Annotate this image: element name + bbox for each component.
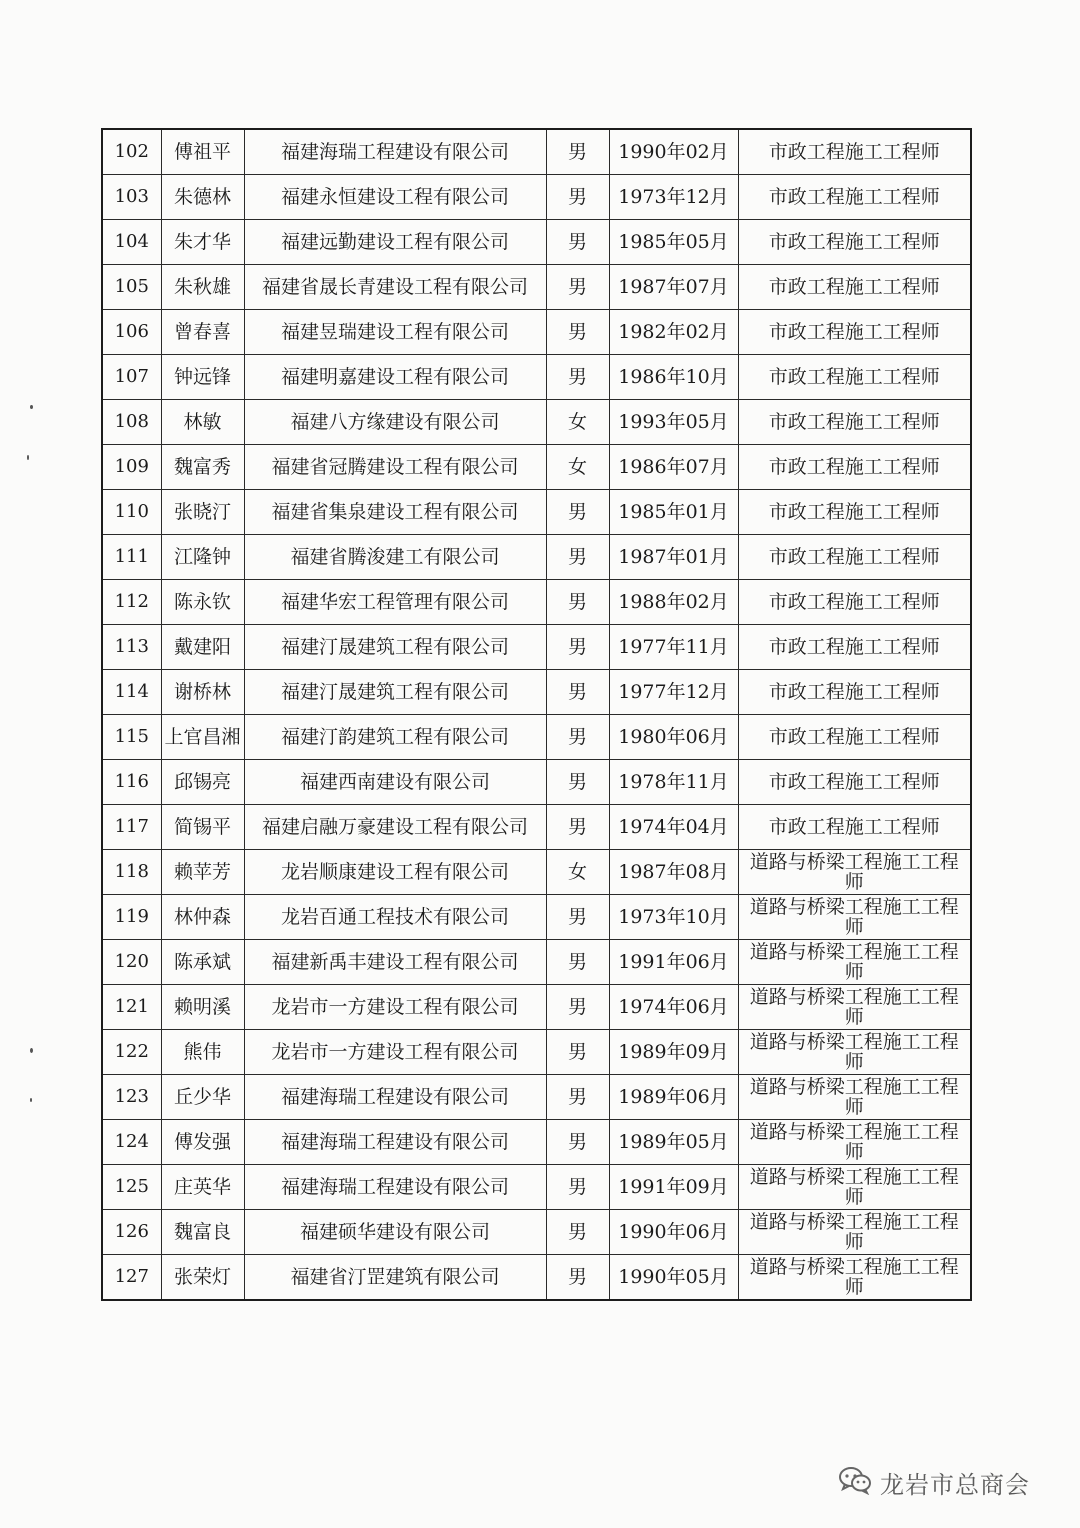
person-name: 邱锡亮 — [161, 760, 244, 805]
birth-date: 1973年12月 — [609, 175, 738, 220]
person-name: 庄英华 — [161, 1165, 244, 1210]
job-title: 市政工程施工工程师 — [738, 670, 971, 715]
table-row — [102, 715, 971, 760]
company-name: 福建汀晟建筑工程有限公司 — [244, 625, 546, 670]
row-number: 116 — [102, 760, 161, 805]
table-row — [102, 1030, 971, 1075]
table-row — [102, 265, 971, 310]
job-title: 市政工程施工工程师 — [738, 220, 971, 265]
row-number: 107 — [102, 355, 161, 400]
job-title: 道路与桥梁工程施工工程师 — [738, 1075, 971, 1120]
gender: 男 — [546, 220, 609, 265]
company-name: 龙岩市一方建设工程有限公司 — [244, 1030, 546, 1075]
row-number: 102 — [102, 129, 161, 175]
birth-date: 1987年01月 — [609, 535, 738, 580]
row-number: 111 — [102, 535, 161, 580]
person-name: 林仲森 — [161, 895, 244, 940]
birth-date: 1990年05月 — [609, 1255, 738, 1301]
person-name: 陈承斌 — [161, 940, 244, 985]
row-number: 106 — [102, 310, 161, 355]
birth-date: 1985年01月 — [609, 490, 738, 535]
gender: 男 — [546, 625, 609, 670]
row-number: 113 — [102, 625, 161, 670]
table-row — [102, 850, 971, 895]
gender: 男 — [546, 1075, 609, 1120]
company-name: 福建硕华建设有限公司 — [244, 1210, 546, 1255]
birth-date: 1989年09月 — [609, 1030, 738, 1075]
company-name: 福建省汀罡建筑有限公司 — [244, 1255, 546, 1301]
table-row — [102, 985, 971, 1030]
birth-date: 1980年06月 — [609, 715, 738, 760]
company-name: 龙岩百通工程技术有限公司 — [244, 895, 546, 940]
row-number: 114 — [102, 670, 161, 715]
company-name: 福建汀韵建筑工程有限公司 — [244, 715, 546, 760]
person-name: 谢桥林 — [161, 670, 244, 715]
gender: 女 — [546, 400, 609, 445]
table-row — [102, 1255, 971, 1301]
birth-date: 1986年10月 — [609, 355, 738, 400]
job-title: 市政工程施工工程师 — [738, 715, 971, 760]
job-title: 道路与桥梁工程施工工程师 — [738, 985, 971, 1030]
table-row — [102, 670, 971, 715]
gender: 男 — [546, 490, 609, 535]
table-row — [102, 1210, 971, 1255]
scan-speck — [30, 1048, 33, 1053]
scan-speck — [30, 1098, 32, 1102]
gender: 男 — [546, 1210, 609, 1255]
job-title: 道路与桥梁工程施工工程师 — [738, 1210, 971, 1255]
birth-date: 1991年09月 — [609, 1165, 738, 1210]
table-row — [102, 580, 971, 625]
birth-date: 1989年05月 — [609, 1120, 738, 1165]
birth-date: 1978年11月 — [609, 760, 738, 805]
company-name: 福建明嘉建设工程有限公司 — [244, 355, 546, 400]
row-number: 117 — [102, 805, 161, 850]
company-name: 福建永恒建设工程有限公司 — [244, 175, 546, 220]
row-number: 105 — [102, 265, 161, 310]
person-name: 朱德林 — [161, 175, 244, 220]
birth-date: 1993年05月 — [609, 400, 738, 445]
gender: 男 — [546, 1030, 609, 1075]
company-name: 福建远勤建设工程有限公司 — [244, 220, 546, 265]
person-name: 傅发强 — [161, 1120, 244, 1165]
birth-date: 1990年06月 — [609, 1210, 738, 1255]
row-number: 119 — [102, 895, 161, 940]
birth-date: 1973年10月 — [609, 895, 738, 940]
gender: 男 — [546, 1255, 609, 1301]
job-title: 市政工程施工工程师 — [738, 805, 971, 850]
gender: 男 — [546, 895, 609, 940]
row-number: 121 — [102, 985, 161, 1030]
gender: 男 — [546, 129, 609, 175]
table-row — [102, 940, 971, 985]
company-name: 福建启融万豪建设工程有限公司 — [244, 805, 546, 850]
person-name: 张荣灯 — [161, 1255, 244, 1301]
gender: 男 — [546, 760, 609, 805]
birth-date: 1987年07月 — [609, 265, 738, 310]
gender: 男 — [546, 580, 609, 625]
company-name: 福建八方缘建设有限公司 — [244, 400, 546, 445]
person-name: 张晓汀 — [161, 490, 244, 535]
birth-date: 1989年06月 — [609, 1075, 738, 1120]
birth-date: 1987年08月 — [609, 850, 738, 895]
company-name: 福建海瑞工程建设有限公司 — [244, 1075, 546, 1120]
company-name: 福建省集泉建设工程有限公司 — [244, 490, 546, 535]
row-number: 125 — [102, 1165, 161, 1210]
job-title: 市政工程施工工程师 — [738, 265, 971, 310]
roster-table — [101, 128, 972, 1301]
row-number: 126 — [102, 1210, 161, 1255]
table-row — [102, 1120, 971, 1165]
table-row — [102, 1075, 971, 1120]
gender: 男 — [546, 940, 609, 985]
gender: 男 — [546, 1165, 609, 1210]
person-name: 曾春喜 — [161, 310, 244, 355]
table-row — [102, 445, 971, 490]
birth-date: 1990年02月 — [609, 129, 738, 175]
company-name: 福建新禹丰建设工程有限公司 — [244, 940, 546, 985]
birth-date: 1977年11月 — [609, 625, 738, 670]
job-title: 道路与桥梁工程施工工程师 — [738, 895, 971, 940]
gender: 男 — [546, 805, 609, 850]
person-name: 朱秋雄 — [161, 265, 244, 310]
gender: 男 — [546, 1120, 609, 1165]
gender: 男 — [546, 535, 609, 580]
person-name: 赖明溪 — [161, 985, 244, 1030]
table-row — [102, 129, 971, 175]
birth-date: 1988年02月 — [609, 580, 738, 625]
job-title: 市政工程施工工程师 — [738, 490, 971, 535]
job-title: 道路与桥梁工程施工工程师 — [738, 940, 971, 985]
company-name: 福建汀晟建筑工程有限公司 — [244, 670, 546, 715]
job-title: 市政工程施工工程师 — [738, 760, 971, 805]
birth-date: 1982年02月 — [609, 310, 738, 355]
table-row — [102, 760, 971, 805]
person-name: 傅祖平 — [161, 129, 244, 175]
person-name: 上官昌湘 — [161, 715, 244, 760]
birth-date: 1974年06月 — [609, 985, 738, 1030]
row-number: 109 — [102, 445, 161, 490]
job-title: 市政工程施工工程师 — [738, 580, 971, 625]
gender: 男 — [546, 670, 609, 715]
birth-date: 1974年04月 — [609, 805, 738, 850]
job-title: 道路与桥梁工程施工工程师 — [738, 1120, 971, 1165]
job-title: 道路与桥梁工程施工工程师 — [738, 1030, 971, 1075]
person-name: 钟远锋 — [161, 355, 244, 400]
table-row — [102, 175, 971, 220]
job-title: 市政工程施工工程师 — [738, 129, 971, 175]
company-name: 福建海瑞工程建设有限公司 — [244, 1120, 546, 1165]
company-name: 福建省腾浚建工有限公司 — [244, 535, 546, 580]
person-name: 魏富良 — [161, 1210, 244, 1255]
person-name: 魏富秀 — [161, 445, 244, 490]
table-row — [102, 310, 971, 355]
wechat-icon — [838, 1465, 872, 1499]
company-name: 福建西南建设有限公司 — [244, 760, 546, 805]
row-number: 104 — [102, 220, 161, 265]
table-row — [102, 625, 971, 670]
gender: 男 — [546, 715, 609, 760]
scan-speck — [30, 405, 33, 409]
birth-date: 1991年06月 — [609, 940, 738, 985]
row-number: 108 — [102, 400, 161, 445]
company-name: 福建省冠腾建设工程有限公司 — [244, 445, 546, 490]
company-name: 福建海瑞工程建设有限公司 — [244, 1165, 546, 1210]
person-name: 丘少华 — [161, 1075, 244, 1120]
watermark — [838, 1460, 1030, 1504]
table-row — [102, 355, 971, 400]
job-title: 市政工程施工工程师 — [738, 310, 971, 355]
gender: 女 — [546, 445, 609, 490]
table-row — [102, 535, 971, 580]
scan-speck — [27, 455, 29, 460]
job-title: 道路与桥梁工程施工工程师 — [738, 1165, 971, 1210]
person-name: 朱才华 — [161, 220, 244, 265]
gender: 男 — [546, 175, 609, 220]
row-number: 127 — [102, 1255, 161, 1301]
job-title: 市政工程施工工程师 — [738, 175, 971, 220]
birth-date: 1986年07月 — [609, 445, 738, 490]
table-row — [102, 895, 971, 940]
table-row — [102, 1165, 971, 1210]
row-number: 118 — [102, 850, 161, 895]
company-name: 龙岩顺康建设工程有限公司 — [244, 850, 546, 895]
person-name: 简锡平 — [161, 805, 244, 850]
birth-date: 1985年05月 — [609, 220, 738, 265]
company-name: 龙岩市一方建设工程有限公司 — [244, 985, 546, 1030]
company-name: 福建省晟长青建设工程有限公司 — [244, 265, 546, 310]
job-title: 市政工程施工工程师 — [738, 400, 971, 445]
row-number: 115 — [102, 715, 161, 760]
job-title: 道路与桥梁工程施工工程师 — [738, 1255, 971, 1301]
job-title: 道路与桥梁工程施工工程师 — [738, 850, 971, 895]
gender: 女 — [546, 850, 609, 895]
row-number: 124 — [102, 1120, 161, 1165]
row-number: 123 — [102, 1075, 161, 1120]
person-name: 熊伟 — [161, 1030, 244, 1075]
table-row — [102, 400, 971, 445]
job-title: 市政工程施工工程师 — [738, 535, 971, 580]
gender: 男 — [546, 355, 609, 400]
roster-body — [102, 129, 971, 1300]
gender: 男 — [546, 265, 609, 310]
row-number: 120 — [102, 940, 161, 985]
watermark-text: 龙岩市总商会 — [880, 1470, 1030, 1499]
table-row — [102, 490, 971, 535]
job-title: 市政工程施工工程师 — [738, 445, 971, 490]
person-name: 赖苹芳 — [161, 850, 244, 895]
person-name: 戴建阳 — [161, 625, 244, 670]
job-title: 市政工程施工工程师 — [738, 355, 971, 400]
person-name: 林敏 — [161, 400, 244, 445]
row-number: 110 — [102, 490, 161, 535]
birth-date: 1977年12月 — [609, 670, 738, 715]
company-name: 福建华宏工程管理有限公司 — [244, 580, 546, 625]
row-number: 122 — [102, 1030, 161, 1075]
table-row — [102, 805, 971, 850]
job-title: 市政工程施工工程师 — [738, 625, 971, 670]
company-name: 福建昱瑞建设工程有限公司 — [244, 310, 546, 355]
table-row — [102, 220, 971, 265]
person-name: 江隆钟 — [161, 535, 244, 580]
row-number: 103 — [102, 175, 161, 220]
row-number: 112 — [102, 580, 161, 625]
person-name: 陈永钦 — [161, 580, 244, 625]
gender: 男 — [546, 985, 609, 1030]
gender: 男 — [546, 310, 609, 355]
company-name: 福建海瑞工程建设有限公司 — [244, 129, 546, 175]
